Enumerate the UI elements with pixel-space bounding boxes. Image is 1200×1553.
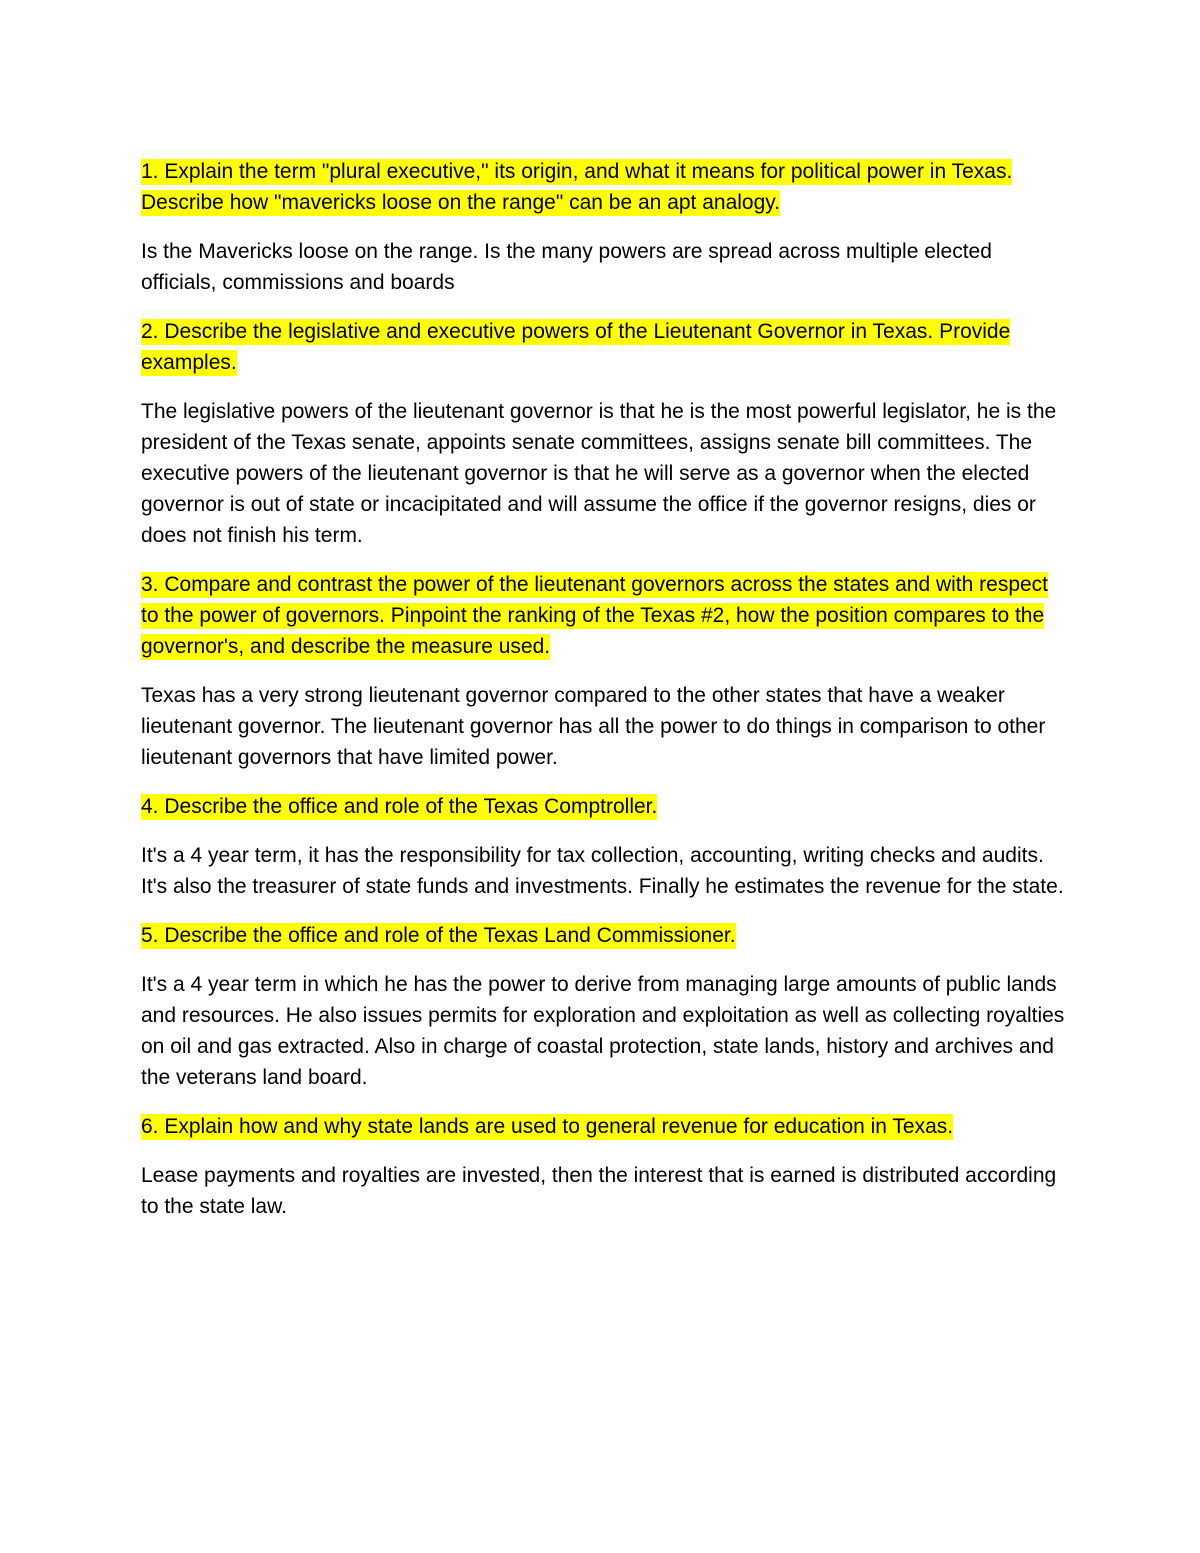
qa-item-2 (141, 316, 1066, 551)
question-6 (141, 1111, 1066, 1142)
answer-6: Lease payments and royalties are invested, then the interest that is earned is distributed according to the state law. (141, 1164, 1057, 1218)
qa-item-4 (141, 791, 1066, 902)
question-4 (141, 791, 1066, 822)
question-5 (141, 920, 1066, 951)
answer-4: It's a 4 year term, it has the responsibility for tax collection, accounting, writing checks and audits. It's also the treasurer of state funds and investments. Finally he estimates the revenue for the state. (141, 844, 1064, 898)
question-2 (141, 316, 1066, 378)
question-4-text: 4. Describe the office and role of the Texas Comptroller. (141, 795, 658, 818)
document-page (141, 156, 1066, 1240)
question-1-text: 1. Explain the term "plural executive," its origin, and what it means for political power in Texas. Describe how "mavericks loose on the range" can be an apt analogy. (141, 160, 1013, 214)
question-5-text: 5. Describe the office and role of the Texas Land Commissioner. (141, 924, 736, 947)
answer-1: Is the Mavericks loose on the range. Is the many powers are spread across multiple elected officials, commissions and boards (141, 240, 992, 294)
question-2-text: 2. Describe the legislative and executive powers of the Lieutenant Governor in Texas. Provide examples. (141, 320, 1011, 374)
answer-2: The legislative powers of the lieutenant governor is that he is the most powerful legislator, he is the president of the Texas senate, appoints senate committees, assigns senate bill committees. The executive powers of the lieutenant governor is that he will serve as a governor when the elected governor is out of state or incacipitated and will assume the office if the governor resigns, dies or does not finish his term. (141, 400, 1057, 547)
qa-item-5 (141, 920, 1066, 1093)
qa-item-3 (141, 569, 1066, 773)
question-3 (141, 569, 1066, 662)
question-3-text: 3. Compare and contrast the power of the lieutenant governors across the states and with respect to the power of governors. Pinpoint the ranking of the Texas #2, how the position compares to the governor's, and describe the measure used. (141, 573, 1049, 658)
question-6-text: 6. Explain how and why state lands are used to general revenue for education in Texas. (141, 1115, 954, 1138)
qa-item-6 (141, 1111, 1066, 1222)
answer-5: It's a 4 year term in which he has the power to derive from managing large amounts of public lands and resources. He also issues permits for exploration and exploitation as well as collecting royalties on oil and gas extracted. Also in charge of coastal protection, state lands, history and archives and the veterans land board. (141, 973, 1065, 1089)
qa-item-1 (141, 156, 1066, 298)
question-1 (141, 156, 1066, 218)
answer-3: Texas has a very strong lieutenant governor compared to the other states that have a weaker lieutenant governor. The lieutenant governor has all the power to do things in comparison to other lieutenant governors that have limited power. (141, 684, 1046, 769)
